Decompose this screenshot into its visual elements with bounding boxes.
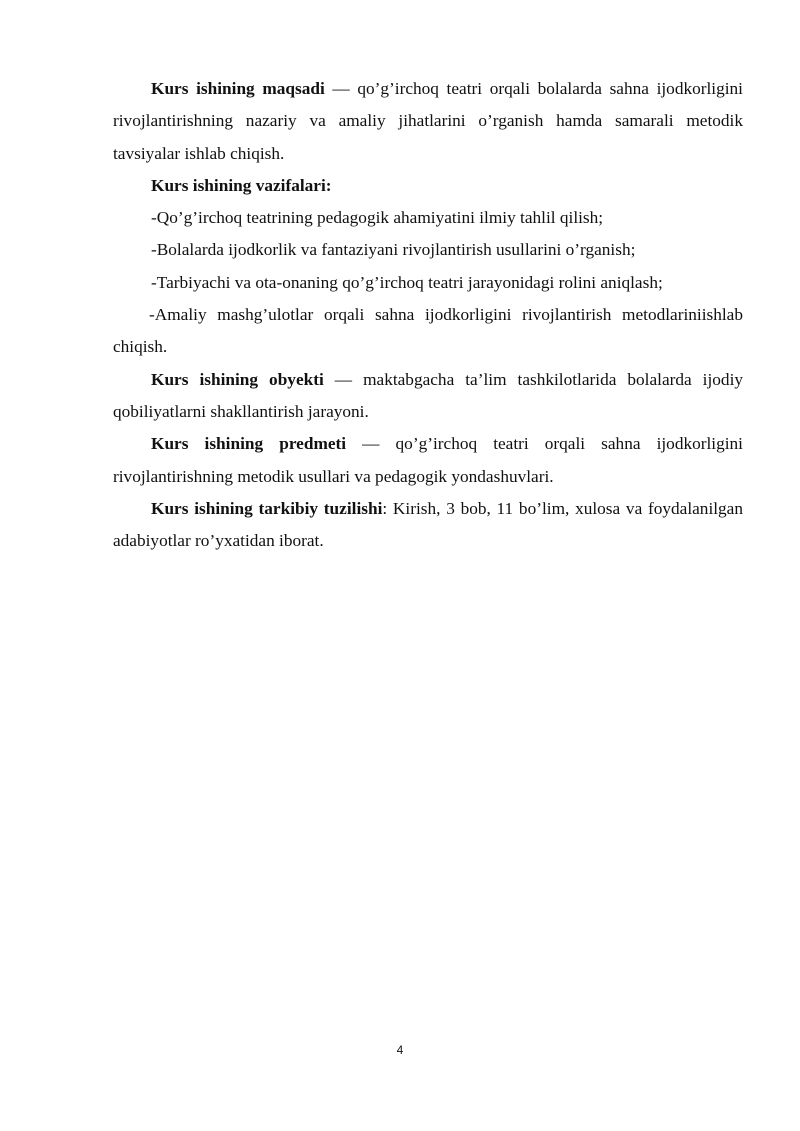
structure-heading: Kurs ishining tarkibiy tuzilishi <box>151 498 383 518</box>
goal-heading: Kurs ishining maqsadi <box>151 79 325 98</box>
object-heading: Kurs ishining obyekti <box>151 369 324 389</box>
task-item-2: -Bolalarda ijodkorlik va fantaziyani rivojlantirish usullarini o’rganish; <box>151 240 636 260</box>
subject-heading: Kurs ishining predmeti <box>151 434 347 454</box>
structure-paragraph <box>113 493 743 558</box>
structure-text: : Kirish, 3 bob, 11 bo’lim, xulosa va foydalanilgan adabiyotlar ro’yxatidan iborat. <box>113 498 743 551</box>
goal-text: — qo’g’irchoq teatri orqali bolalarda sahna ijodkorligini rivojlantirishning nazariy va amaliy jihatlarini o’rganish hamda samarali metodik tavsiyalar ishlab chiqish. <box>113 79 743 163</box>
task-item-3: -Tarbiyachi va ota-onaning qo’g’irchoq teatri jarayonidagi rolini aniqlash; <box>151 272 663 292</box>
task-item-4: -Amaliy mashg’ulotlar orqali sahna ijodkorligini rivojlantirish metodlariniishlab chiqish. <box>113 305 743 357</box>
subject-paragraph <box>113 428 743 493</box>
document-body <box>113 73 743 557</box>
object-text: — maktabgacha ta’lim tashkilotlarida bolalarda ijodiy qobiliyatlarni shakllantirish jarayoni. <box>113 369 744 421</box>
tasks-heading: Kurs ishining vazifalari: <box>151 175 332 195</box>
tasks-heading-paragraph <box>113 170 743 202</box>
object-paragraph <box>113 364 743 429</box>
task-item-1: -Qo’g’irchoq teatrining pedagogik ahamiyatini ilmiy tahlil qilish; <box>151 208 604 228</box>
subject-text: — qo’g’irchoq teatri orqali sahna ijodkorligini rivojlantirishning metodik usullari va pedagogik yondashuvlari. <box>113 434 743 486</box>
page-number: 4 <box>396 1043 404 1057</box>
goal-paragraph <box>113 73 743 170</box>
